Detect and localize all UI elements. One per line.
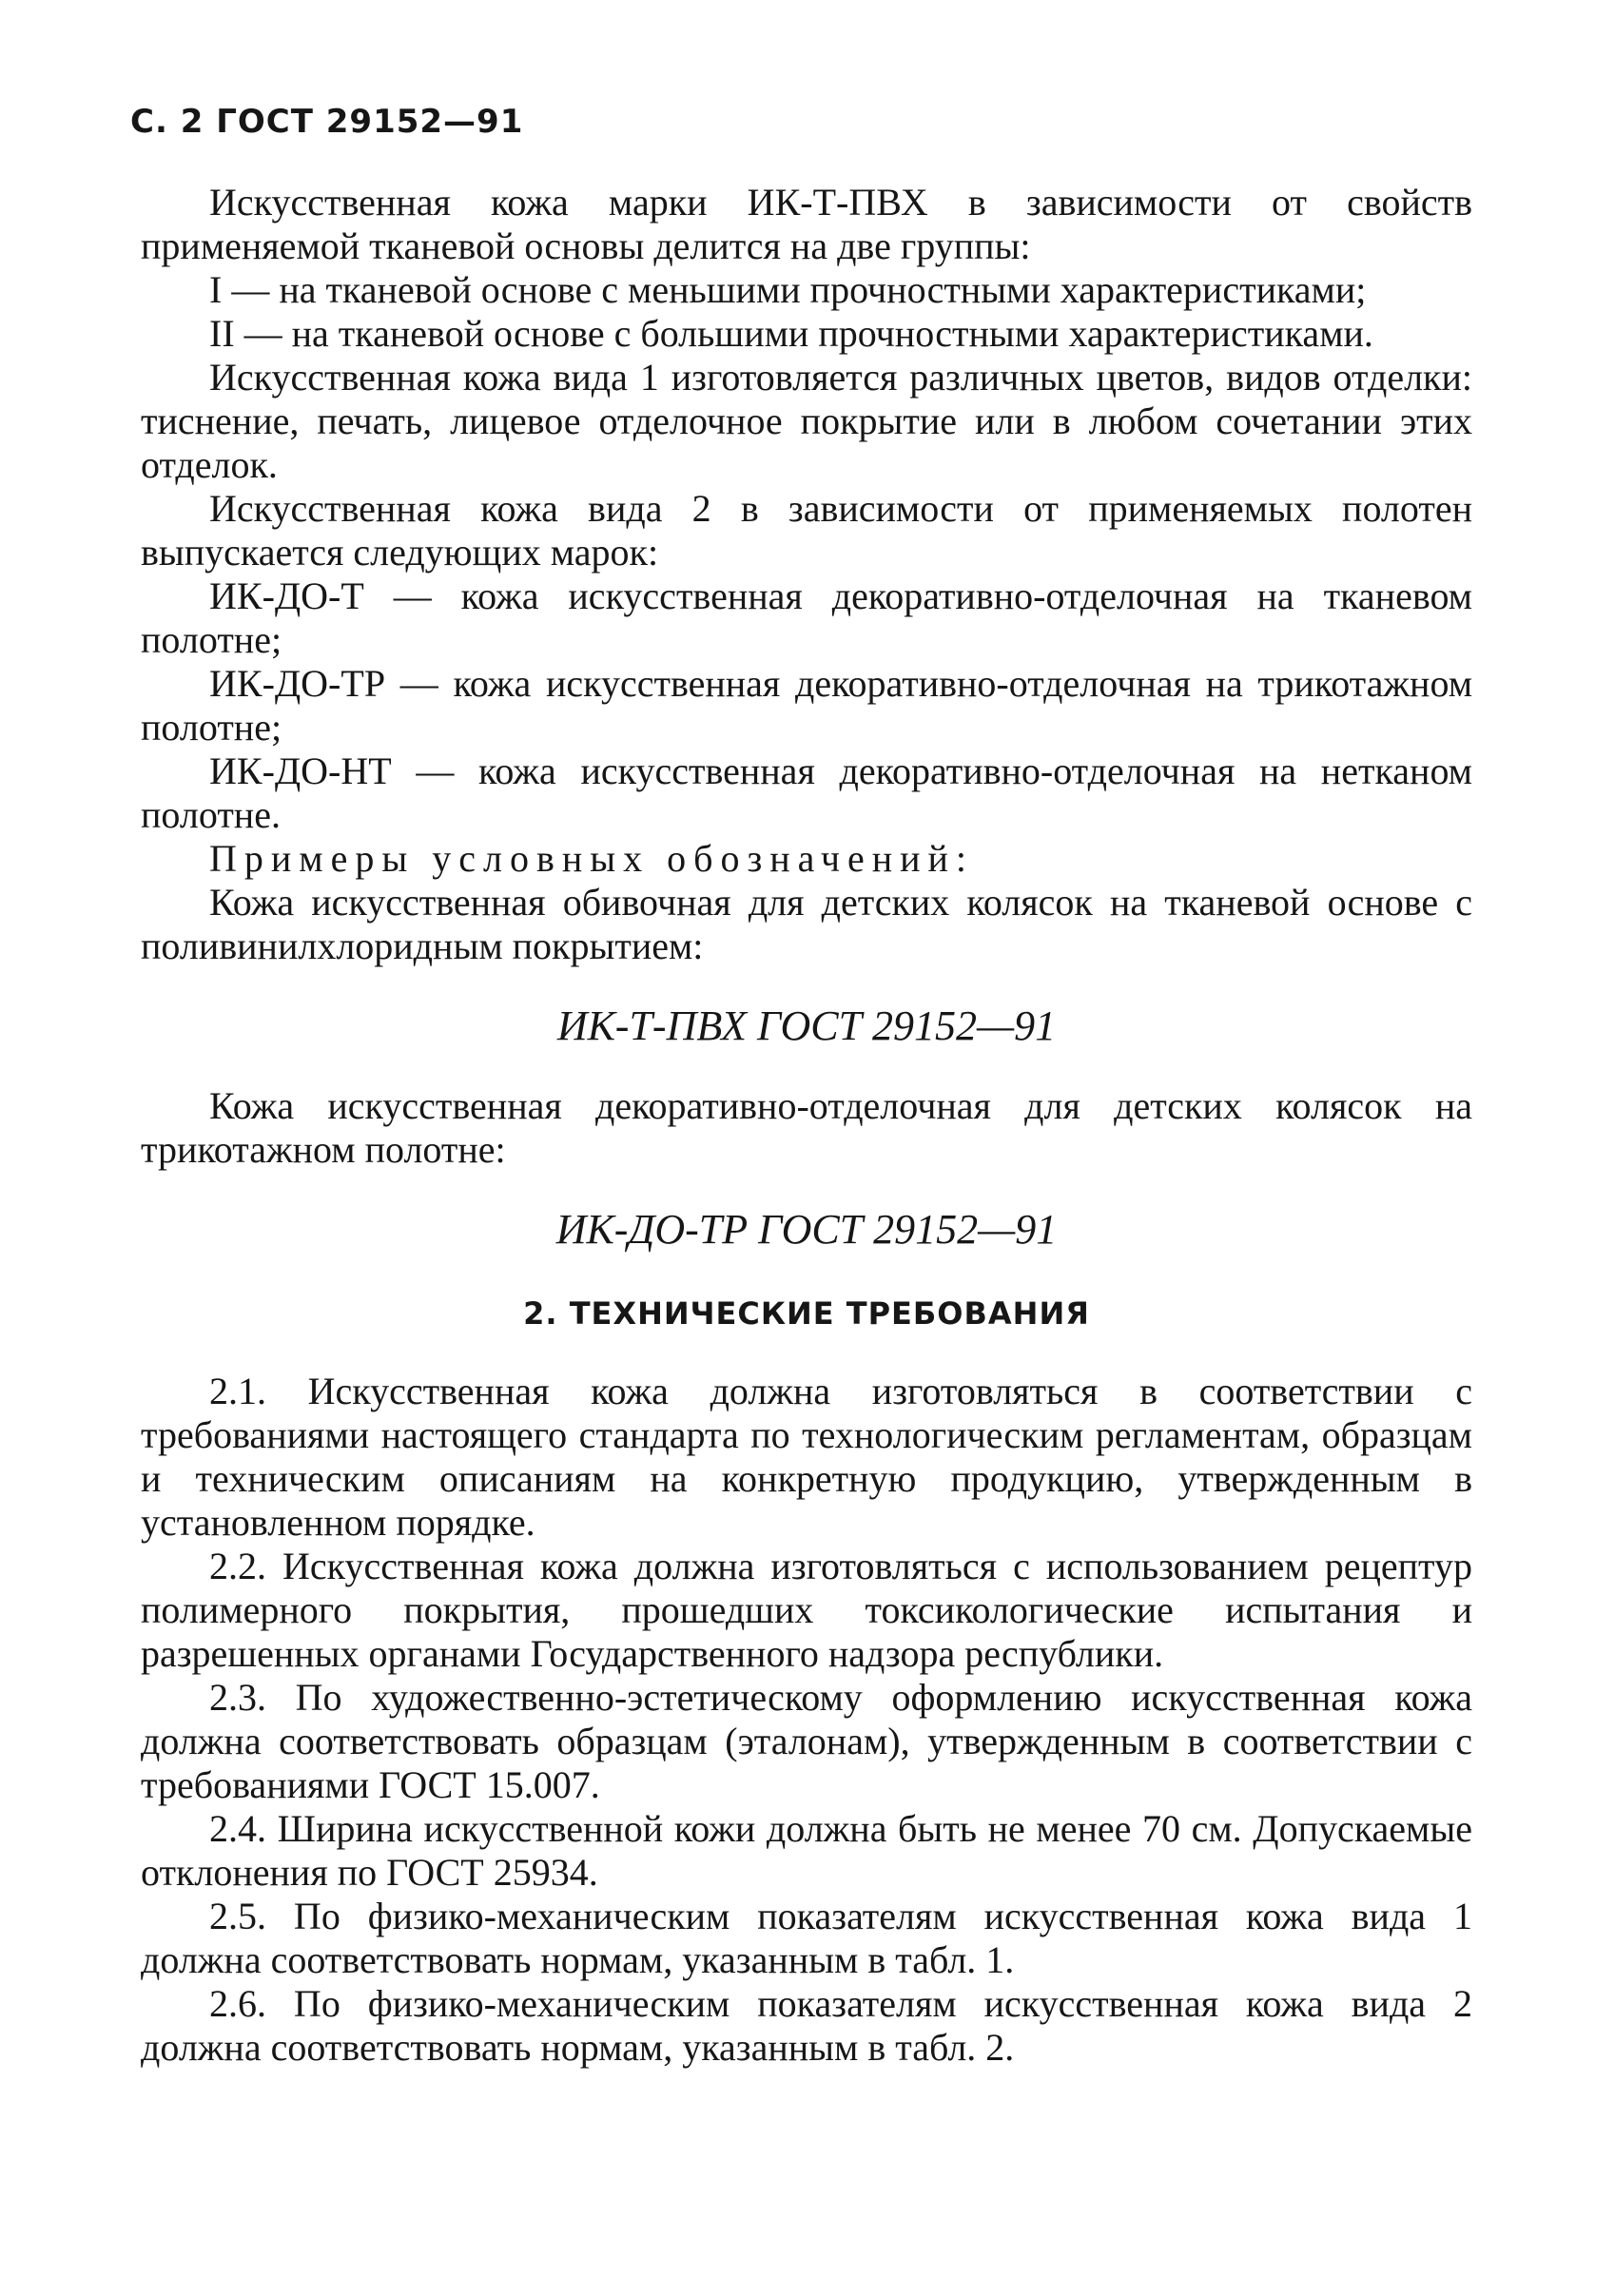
page-body — [141, 181, 1472, 2070]
clause-2-2: 2.2. Искусственная кожа должна изготовляться с использованием рецептур полимерного покрытия, прошедших токсикологические испытания и разрешенных органами Государственного надзора республики. — [141, 1545, 1472, 1675]
paragraph-group-1: I — на тканевой основе с меньшими прочностными характеристиками; — [209, 268, 1367, 311]
example-2-code: ИК-ДО-ТР ГОСТ 29152—91 — [555, 1206, 1058, 1253]
paragraph-mark-ik-do-t: ИК-ДО-Т — кожа искусственная декоративно-отделочная на тканевом полотне; — [141, 574, 1472, 661]
clause-2-4: 2.4. Ширина искусственной кожи должна быть не менее 70 см. Допускаемые отклонения по ГОСТ 25934. — [141, 1807, 1472, 1894]
examples-title: Примеры условных обозначений: — [209, 837, 975, 880]
example-1-text: Кожа искусственная обивочная для детских колясок на тканевой основе с поливинилхлоридным покрытием: — [141, 881, 1472, 967]
clause-2-5: 2.5. По физико-механическим показателям искусственная кожа вида 1 должна соответствовать нормам, указанным в табл. 1. — [141, 1895, 1472, 1981]
clause-2-1: 2.1. Искусственная кожа должна изготовляться в соответствии с требованиями настоящего стандарта по технологическим регламентам, образцам и техническим описаниям на конкретную продукцию, утвержденным в установленном порядке. — [141, 1370, 1472, 1544]
paragraph-mark-ik-do-nt: ИК-ДО-НТ — кожа искусственная декоративно-отделочная на нетканом полотне. — [141, 749, 1472, 836]
section-title: 2. ТЕХНИЧЕСКИЕ ТРЕБОВАНИЯ — [523, 1295, 1090, 1332]
clause-2-6: 2.6. По физико-механическим показателям искусственная кожа вида 2 должна соответствовать нормам, указанным в табл. 2. — [141, 1982, 1472, 2069]
example-2-text: Кожа искусственная декоративно-отделочная для детских колясок на трикотажном полотне: — [141, 1084, 1472, 1171]
paragraph-type-2: Искусственная кожа вида 2 в зависимости от применяемых полотен выпускается следующих марок: — [141, 487, 1472, 574]
paragraph-groups-intro: Искусственная кожа марки ИК-Т-ПВХ в зависимости от свойств применяемой тканевой основы делится на две группы: — [141, 181, 1472, 267]
page-header: С. 2 ГОСТ 29152—91 — [130, 103, 524, 141]
paragraph-group-2: II — на тканевой основе с большими прочностными характеристиками. — [209, 312, 1373, 355]
clause-2-3: 2.3. По художественно-эстетическому оформлению искусственная кожа должна соответствовать образцам (эталонам), утвержденным в соответствии с требованиями ГОСТ 15.007. — [141, 1676, 1472, 1806]
paragraph-mark-ik-do-tr: ИК-ДО-ТР — кожа искусственная декоративно-отделочная на трикотажном полотне; — [141, 662, 1472, 749]
paragraph-type-1: Искусственная кожа вида 1 изготовляется различных цветов, видов отделки: тиснение, печать, лицевое отделочное покрытие или в любом сочетании этих отделок. — [141, 356, 1472, 486]
example-1-code: ИК-Т-ПВХ ГОСТ 29152—91 — [556, 1002, 1057, 1049]
